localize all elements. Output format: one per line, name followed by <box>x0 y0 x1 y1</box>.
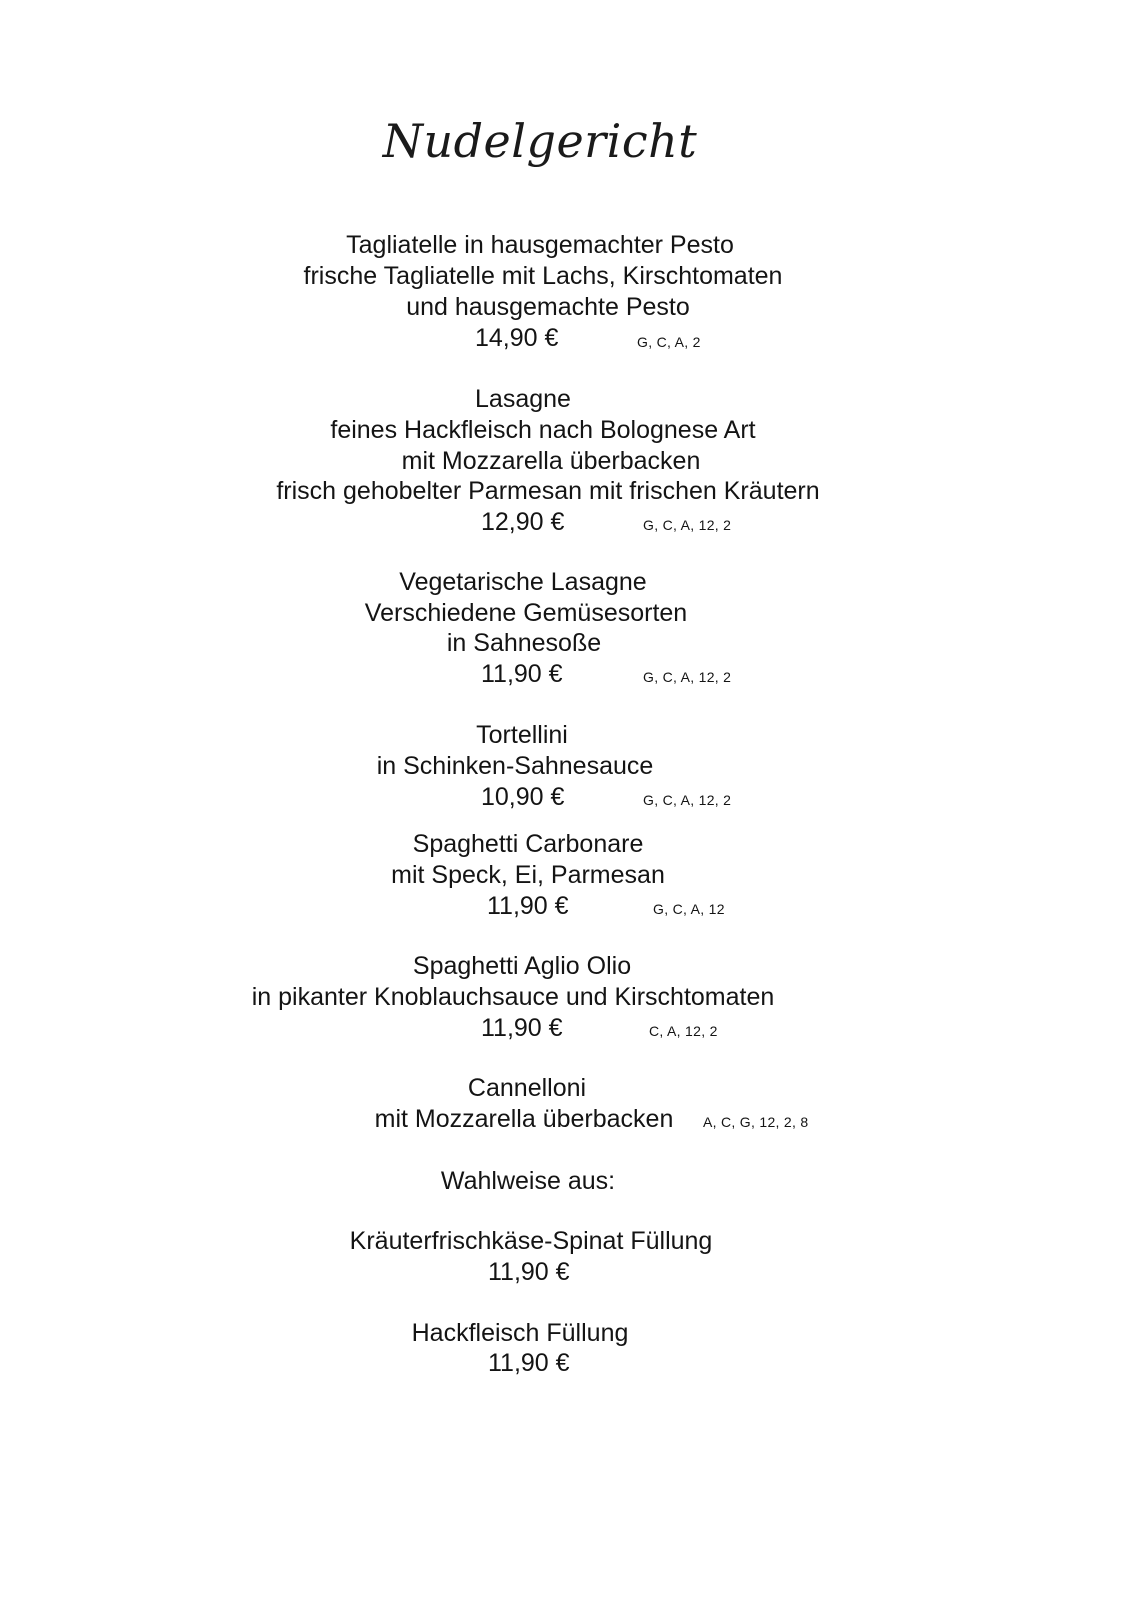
dish-description: und hausgemachte Pesto <box>406 293 690 321</box>
allergen-codes: G, C, A, 12 <box>653 901 725 917</box>
dish-name: Spaghetti Aglio Olio <box>412 952 632 980</box>
dish-price: 11,90 € <box>487 892 569 920</box>
filling-price: 11,90 € <box>488 1349 570 1377</box>
dish-description: in Schinken-Sahnesauce <box>376 752 654 780</box>
dish-name: Cannelloni <box>467 1074 587 1102</box>
dish-name: Vegetarische Lasagne <box>399 568 647 596</box>
dish-price: 14,90 € <box>475 324 559 352</box>
filling-price: 11,90 € <box>488 1258 570 1286</box>
dish-name: Spaghetti Carbonare <box>412 830 644 858</box>
dish-description: frische Tagliatelle mit Lachs, Kirschtomaten <box>303 262 783 290</box>
dish-description: mit Mozzarella überbacken <box>401 447 701 475</box>
dish-price: 11,90 € <box>481 660 563 688</box>
filling-name: Kräuterfrischkäse-Spinat Füllung <box>349 1227 713 1255</box>
dish-description: in Sahnesoße <box>446 629 602 657</box>
allergen-codes: G, C, A, 12, 2 <box>643 517 732 533</box>
dish-name: Lasagne <box>475 385 571 413</box>
dish-price: 12,90 € <box>481 508 565 536</box>
dish-description: in pikanter Knoblauchsauce und Kirschtomaten <box>251 983 775 1011</box>
dish-name: Tagliatelle in hausgemachter Pesto <box>346 231 734 259</box>
choice-heading: Wahlweise aus: <box>440 1167 616 1195</box>
filling-name: Hackfleisch Füllung <box>411 1319 629 1347</box>
dish-description: mit Mozzarella überbacken <box>374 1105 674 1133</box>
dish-description: mit Speck, Ei, Parmesan <box>391 861 665 889</box>
dish-description: Verschiedene Gemüsesorten <box>364 599 688 627</box>
dish-price: 11,90 € <box>481 1014 563 1042</box>
allergen-codes: A, C, G, 12, 2, 8 <box>703 1114 809 1130</box>
dish-price: 10,90 € <box>481 783 565 811</box>
allergen-codes: G, C, A, 12, 2 <box>643 792 732 808</box>
dish-description: feines Hackfleisch nach Bolognese Art <box>330 416 756 444</box>
allergen-codes: G, C, A, 2 <box>637 334 701 350</box>
allergen-codes: G, C, A, 12, 2 <box>643 669 732 685</box>
allergen-codes: C, A, 12, 2 <box>649 1023 718 1039</box>
dish-description: frisch gehobelter Parmesan mit frischen Kräutern <box>276 477 820 505</box>
page-title: Nudelgericht <box>382 114 698 168</box>
dish-name: Tortellini <box>476 721 568 749</box>
